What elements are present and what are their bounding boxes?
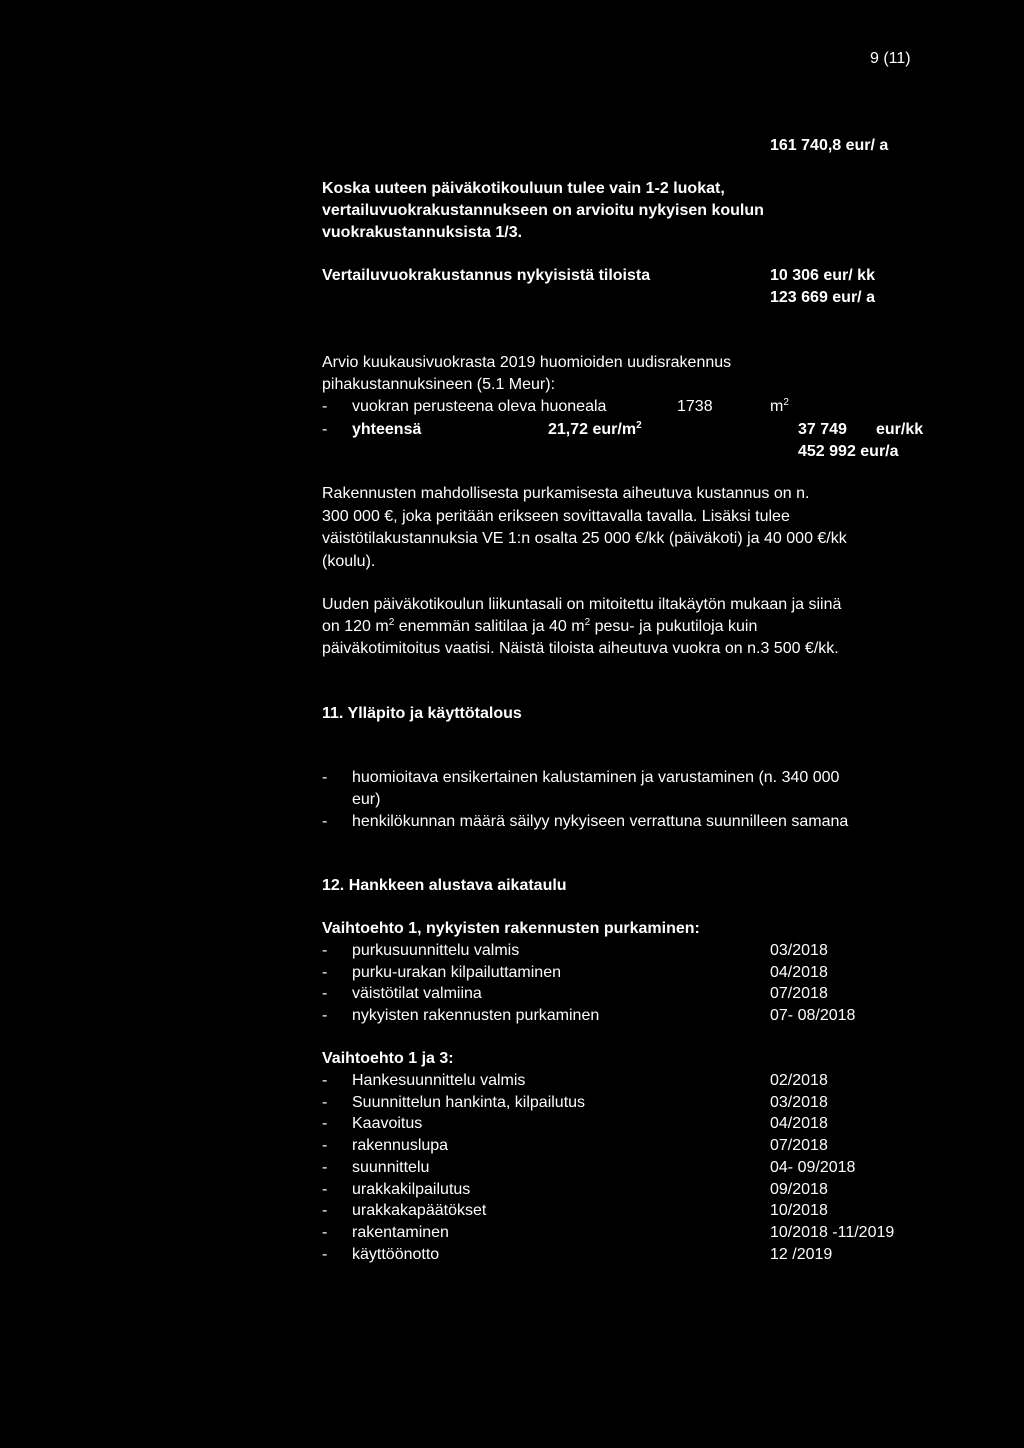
schedule-date: 03/2018 (770, 1093, 828, 1111)
schedule-row (0, 1092, 1024, 1114)
schedule-label: suunnittelu (352, 1158, 430, 1176)
schedule-label: Kaavoitus (352, 1115, 423, 1133)
arvio-item-label: vuokran perusteena oleva huoneala (352, 398, 607, 415)
section-12-title: 12. Hankkeen alustava aikataulu (322, 877, 567, 894)
list-dash: - (322, 1202, 328, 1220)
list-dash: - (322, 398, 328, 415)
schedule-label: urakkakilpailutus (352, 1180, 471, 1198)
schedule-row (0, 1179, 1024, 1201)
arvio-total-rate (548, 419, 642, 441)
schedule-label: käyttöönotto (352, 1245, 440, 1263)
koska-line: Koska uuteen päiväkotikouluun tulee vain 1-2 luokat, (322, 180, 725, 197)
schedule-row (0, 1222, 1024, 1244)
page-number: 9 (11) (870, 50, 911, 67)
schedule-row (0, 1070, 1024, 1092)
list-dash: - (322, 813, 328, 830)
schedule-row (0, 962, 1024, 984)
schedule-row (0, 1157, 1024, 1179)
liikunta-text: enemmän salitilaa ja 40 m (394, 618, 585, 635)
section-11-item-cont: eur) (352, 791, 381, 808)
list-dash: - (322, 1072, 328, 1089)
list-dash: - (322, 942, 328, 959)
list-dash: - (322, 769, 328, 786)
section-11-item: henkilökunnan määrä säilyy nykyiseen verrattuna suunnilleen samana (352, 813, 849, 830)
schedule-date: 04/2018 (770, 963, 828, 981)
ve1-title: Vaihtoehto 1, nykyisten rakennusten purkaminen: (322, 920, 700, 937)
arvio-total-label: yhteensä (352, 421, 422, 438)
schedule-date: 07/2018 (770, 985, 828, 1003)
liikunta-text: pesu- ja pukutiloja kuin (590, 618, 758, 635)
top-amount: 161 740,8 eur/ a (770, 137, 889, 154)
liikunta-line: Uuden päiväkotikoulun liikuntasali on mitoitettu iltakäytön mukaan ja siinä (322, 596, 842, 613)
schedule-row (0, 1200, 1024, 1222)
schedule-label: Hankesuunnittelu valmis (352, 1072, 526, 1089)
section-11-item: huomioitava ensikertainen kalustaminen ja varustaminen (n. 340 000 (352, 769, 840, 786)
schedule-label: purku-urakan kilpailuttaminen (352, 963, 561, 981)
schedule-row (0, 940, 1024, 962)
unit-sup: 2 (783, 397, 789, 408)
list-dash: - (322, 985, 328, 1003)
ve13-title: Vaihtoehto 1 ja 3: (322, 1050, 454, 1067)
schedule-date: 09/2018 (770, 1180, 828, 1198)
schedule-date: 07/2018 (770, 1137, 828, 1155)
liikunta-line (322, 616, 757, 638)
list-dash: - (322, 1093, 328, 1111)
schedule-row (0, 983, 1024, 1005)
vertailu-monthly: 10 306 eur/ kk (770, 267, 875, 284)
arvio-line: Arvio kuukausivuokrasta 2019 huomioiden uudisrakennus (322, 354, 732, 371)
rate-text: 21,72 eur/m (548, 421, 637, 438)
koska-line: vertailuvuokrakustannukseen on arvioitu nykyisen koulun (322, 202, 764, 219)
list-dash: - (322, 1223, 328, 1241)
schedule-date: 07- 08/2018 (770, 1007, 856, 1025)
list-dash: - (322, 1007, 328, 1025)
schedule-row (0, 1005, 1024, 1027)
unit-text: m (770, 398, 784, 415)
arvio-total-monthly: 37 749 (798, 421, 847, 438)
list-dash: - (322, 1137, 328, 1155)
purku-line: 300 000 €, joka peritään erikseen sovittavalla tavalla. Lisäksi tulee (322, 508, 790, 525)
liikunta-text: on 120 m (322, 618, 389, 635)
arvio-total-yearly: 452 992 eur/a (798, 443, 899, 460)
schedule-label: nykyisten rakennusten purkaminen (352, 1007, 600, 1025)
schedule-label: rakentaminen (352, 1223, 449, 1241)
liikunta-sup: 2 (584, 617, 591, 628)
liikunta-line: päiväkotimitoitus vaatisi. Näistä tiloista aiheutuva vuokra on n.3 500 €/kk. (322, 640, 839, 657)
arvio-item-unit (770, 396, 789, 418)
list-dash: - (322, 1115, 328, 1133)
schedule-date: 04- 09/2018 (770, 1158, 856, 1176)
purku-line: Rakennusten mahdollisesta purkamisesta aiheutuva kustannus on n. (322, 485, 810, 502)
section-11-title: 11. Ylläpito ja käyttötalous (322, 705, 522, 722)
purku-line: väistötilakustannuksia VE 1:n osalta 25 000 €/kk (päiväkoti) ja 40 000 €/kk (322, 530, 847, 547)
schedule-date: 12 /2019 (770, 1245, 833, 1263)
arvio-total-monthly-unit: eur/kk (876, 421, 924, 438)
arvio-line: pihakustannuksineen (5.1 Meur): (322, 376, 556, 393)
arvio-item-value: 1738 (677, 398, 713, 415)
schedule-date: 10/2018 -11/2019 (770, 1223, 895, 1241)
list-dash: - (322, 1158, 328, 1176)
vertailu-label: Vertailuvuokrakustannus nykyisistä tiloista (322, 267, 651, 284)
list-dash: - (322, 421, 328, 438)
list-dash: - (322, 963, 328, 981)
list-dash: - (322, 1180, 328, 1198)
schedule-row (0, 1244, 1024, 1266)
list-dash: - (322, 1245, 328, 1263)
schedule-label: urakkakapäätökset (352, 1202, 487, 1220)
liikunta-sup: 2 (388, 617, 395, 628)
schedule-date: 04/2018 (770, 1115, 828, 1133)
schedule-row (0, 1113, 1024, 1135)
schedule-date: 02/2018 (770, 1072, 828, 1089)
vertailu-yearly: 123 669 eur/ a (770, 289, 875, 306)
schedule-label: purkusuunnittelu valmis (352, 942, 520, 959)
schedule-label: Suunnittelun hankinta, kilpailutus (352, 1093, 586, 1111)
schedule-label: väistötilat valmiina (352, 985, 482, 1003)
rate-sup: 2 (636, 420, 642, 431)
purku-line: (koulu). (322, 553, 376, 570)
schedule-label: rakennuslupa (352, 1137, 449, 1155)
schedule-row (0, 1135, 1024, 1157)
schedule-date: 10/2018 (770, 1202, 828, 1220)
schedule-date: 03/2018 (770, 942, 828, 959)
koska-line: vuokrakustannuksista 1/3. (322, 224, 523, 241)
